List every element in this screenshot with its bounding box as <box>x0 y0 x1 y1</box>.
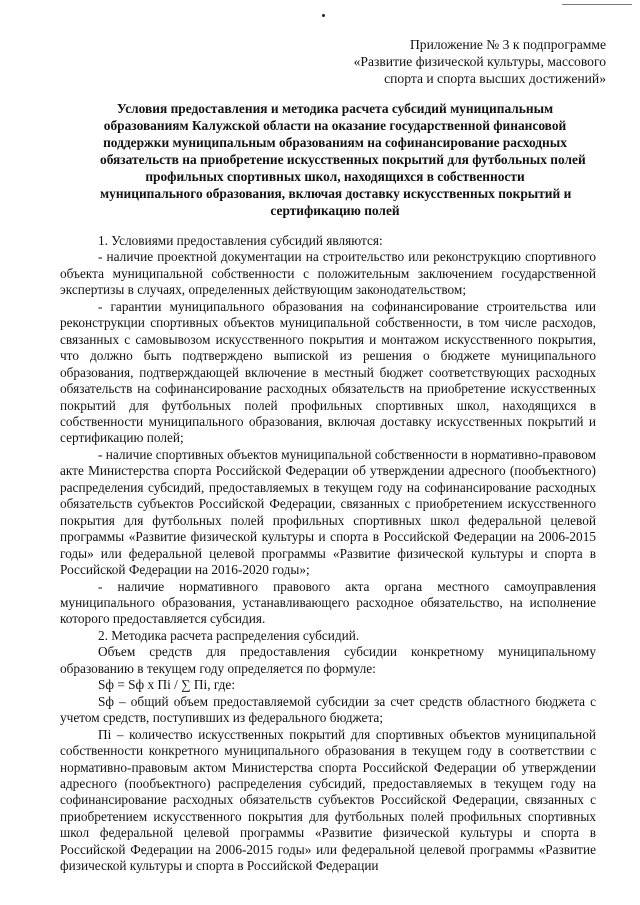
title-line-7: сертификацию полей <box>270 203 400 218</box>
appendix-line-3: спорта и спорта высших достижений» <box>384 71 606 86</box>
appendix-header <box>306 36 606 87</box>
scan-line <box>562 4 632 5</box>
title-line-1: Условия предоставления и методика расчета субсидий муниципальным <box>116 101 554 116</box>
section-2-heading: 2. Методика расчета распределения субсидий. <box>98 627 360 643</box>
volume-paragraph: Объем средств для предоставления субсидии конкретному муниципальному образованию в текущем году определяется по формуле: <box>60 644 596 676</box>
definition-p: Пi – количество искусственных покрытий для спортивных объектов муниципальной собственности конкретного муниципального образования в текущем году в соответствии с нормативно-правовым актом Министерства спорта Российской Федерации об утверждении адресного (пообъектного) распределения субсидий, предоставляемых в текущем году на софинансирование расходных обязательств субъектов Российской Федерации, связанных с приобретением искусственного покрытия для футбольных полей профильных спортивных школ федеральной целевой программы «Развитие физической культуры и спорта в Российской Федерации на 2006-2015 годы» или федеральной целевой программы «Развитие физической культуры и спорта в Российской Федерации <box>60 726 596 874</box>
appendix-line-2: «Развитие физической культуры, массового <box>353 54 606 69</box>
title-line-4: обязательств на приобретение искусственных покрытий для футбольных полей <box>100 152 586 167</box>
appendix-line-1: Приложение № 3 к подпрограмме <box>409 37 606 52</box>
condition-item-2: - гарантии муниципального образования на софинансирование строительства или реконструкции спортивных объектов муниципальной собственности, в том числе расходов, связанных с самовывозом искусственного покрытия и монтажом искусственного покрытия, что должно быть подтверждено выпиской из решения о бюджете муниципального образования, подтверждающей включение в местный бюджет соответствующих расходных обязательств на софинансирование расходных обязательств на приобретение искусственных покрытий для футбольных полей профильных спортивных школ, находящихся в собственности муниципального образования, включая доставку искусственных покрытий и сертификацию полей; <box>60 298 596 446</box>
condition-item-3: - наличие спортивных объектов муниципальной собственности в нормативно-правовом акте Министерства спорта Российской Федерации об утверждении адресного (пообъектного) распределения субсидий, предоставляемых в текущем году на софинансирование расходных обязательств субъектов Российской Федерации, связанных с приобретением искусственного покрытия для футбольных полей профильных спортивных школ федеральной целевой программы «Развитие физической культуры и спорта в Российской Федерации на 2006-2015 годы» или федеральной целевой программы «Развитие физической культуры и спорта в Российской Федерации на 2016-2020 годы»; <box>60 446 596 578</box>
definition-s: Sф – общий объем предоставляемой субсидии за счет средств областного бюджета с учетом средств, поступивших из федерального бюджета; <box>60 693 596 726</box>
condition-item-1: - наличие проектной документации на строительство или реконструкцию спортивного объекта муниципальной собственности с положительным заключением государственной экспертизы в случаях, определенных действующим законодательством; <box>60 249 596 298</box>
scan-speck <box>322 14 325 17</box>
section-1-heading: 1. Условиями предоставления субсидий являются: <box>98 233 383 248</box>
condition-item-4: - наличие нормативного правового акта органа местного самоуправления муниципального образования, устанавливающего расходное обязательство, на исполнение которого предоставляется субсидия. <box>60 578 596 627</box>
subsidy-formula: Sф = Sф x Пi / ∑ Пi, где: <box>98 677 236 693</box>
document-body <box>60 233 596 875</box>
title-line-6: муниципального образования, включая доставку искусственных покрытий и <box>100 186 572 201</box>
document-title <box>100 100 586 219</box>
title-line-5: профильных спортивных школ, находящихся в собственности <box>145 169 525 184</box>
title-line-3: поддержки муниципальным образованиям на софинансирование расходных <box>103 135 567 150</box>
title-line-2: образованиям Калужской области на оказание государственной финансовой <box>103 118 567 133</box>
